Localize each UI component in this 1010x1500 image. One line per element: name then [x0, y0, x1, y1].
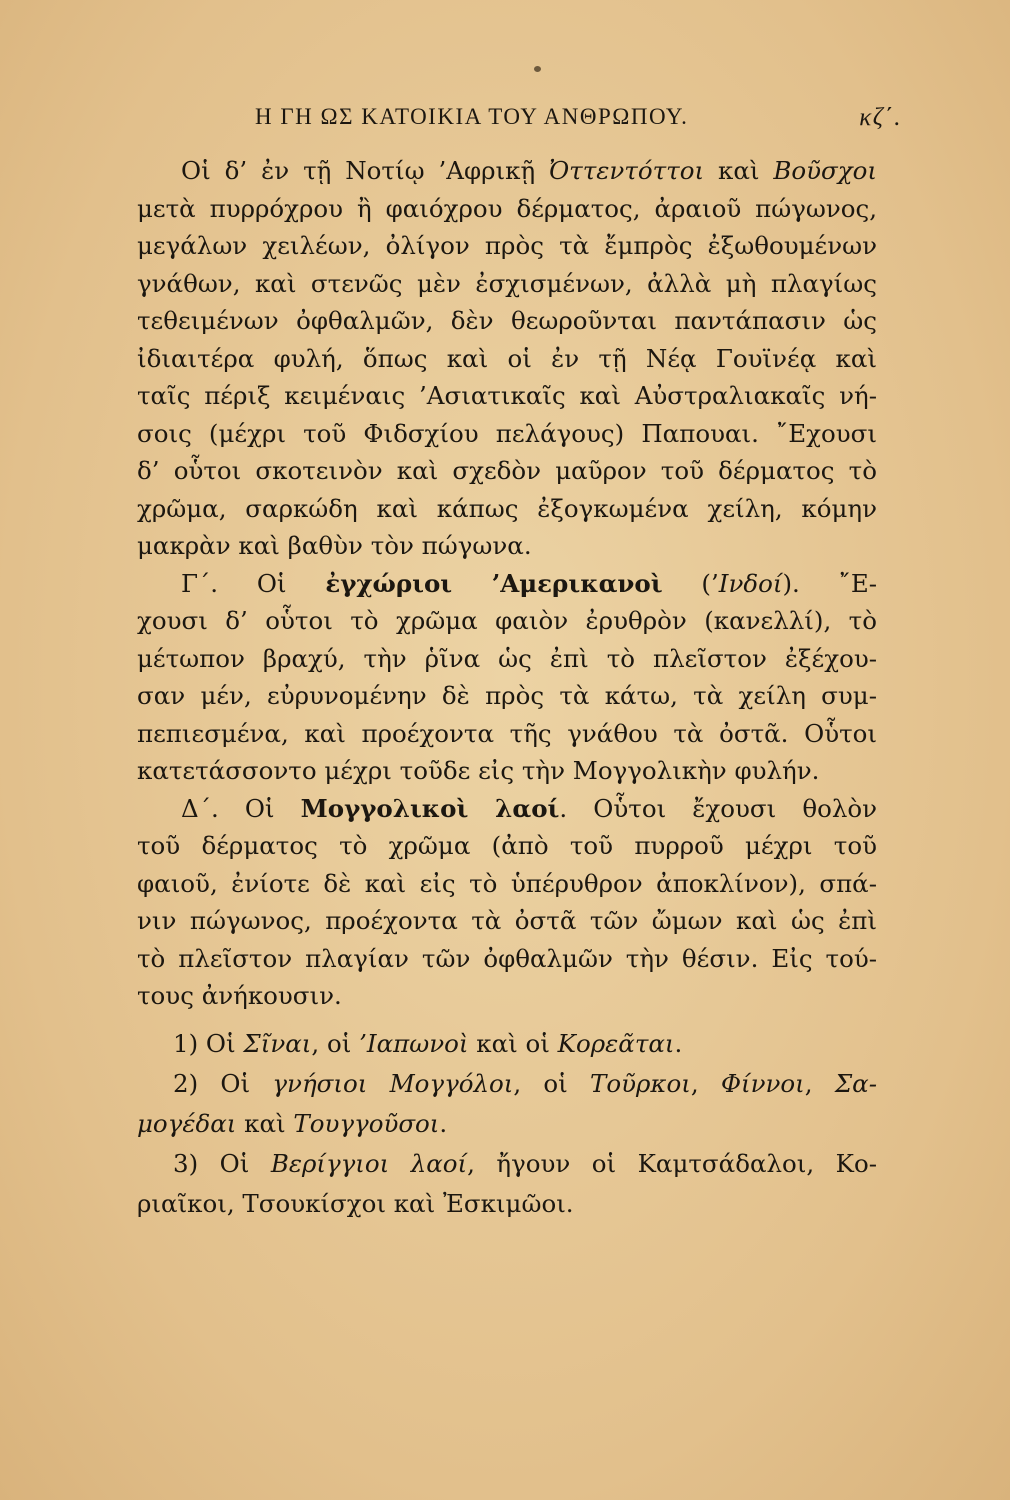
text-line [137, 827, 877, 865]
text-run: χουσι δ’ οὗτοι τὸ χρῶμα φαιὸν ἐρυθρὸν (κανελλί), τὸ [137, 606, 877, 635]
text-line [137, 265, 877, 303]
text-run: (’ [662, 568, 719, 598]
text-run: φαιοῦ, ἐνίοτε δὲ καὶ εἰς τὸ ὑπέρυθρον ἀποκλίνον), σπά- [137, 868, 877, 898]
paragraph-hottentots [137, 152, 877, 565]
text-run: σαν μέν, εὐρυνομένην δὲ πρὸς τὰ κάτω, τὰ χείλη συμ- [137, 681, 877, 710]
text-line [137, 452, 877, 490]
text-run: , οἱ [311, 1028, 360, 1058]
text-line [137, 790, 877, 828]
text-run: Οἱ δ’ ἐν τῇ Νοτίῳ ’Αφρικῇ [181, 156, 550, 185]
text-run: τοῦ δέρματος τὸ χρῶμα (ἀπὸ τοῦ πυρροῦ μέχρι τοῦ [137, 831, 877, 860]
text-run: τους ἀνήκουσιν. [137, 981, 342, 1010]
text-run: δ’ οὗτοι σκοτεινὸν καὶ σχεδὸν μαῦρον τοῦ δέρματος τὸ [137, 456, 877, 485]
text-line [137, 640, 877, 678]
text-run: τεθειμένων ὀφθαλμῶν, δὲν θεωροῦνται παντάπασιν ὡς [137, 306, 877, 335]
text-line [137, 302, 877, 340]
paragraph-american-natives [137, 565, 877, 790]
text-run: γνάθων, καὶ στενῶς μὲν ἐσχισμένων, ἀλλὰ μὴ πλαγίως [137, 268, 877, 298]
text-line [137, 1145, 877, 1185]
text-run: Σῖναι [243, 1028, 312, 1058]
text-run: Γ΄. Οἱ [181, 568, 326, 598]
text-line [137, 940, 877, 978]
text-line [137, 227, 877, 265]
text-line [137, 527, 877, 565]
text-line [137, 490, 877, 528]
text-run: ταῖς πέριξ κειμέναις ’Ασιατικαῖς καὶ Αὐστραλιακαῖς νή- [137, 381, 877, 410]
mongolic-peoples-list [137, 1025, 877, 1225]
text-run: ἐγχώριοι ’Αμερικανοὶ [325, 568, 663, 598]
text-run: 2) Οἱ [173, 1068, 273, 1098]
text-run: κατετάσσοντο μέχρι τοῦδε εἰς τὴν Μογγολικὴν φυλήν. [137, 756, 820, 785]
text-run: ’Ιαπωνοὶ [359, 1028, 469, 1058]
text-run: 1) Οἱ [173, 1028, 244, 1058]
text-run: καὶ [236, 1108, 294, 1138]
text-line [137, 377, 877, 415]
text-line [137, 1185, 877, 1225]
text-run: . Οὗτοι ἔχουσι θολὸν [559, 793, 877, 823]
text-line [137, 152, 877, 190]
running-title: Η ΓΗ ΩΣ ΚΑΤΟΙΚΙΑ ΤΟΥ ΑΝΘΡΩΠΟΥ. [255, 104, 689, 129]
text-run: . [439, 1108, 448, 1138]
text-line [137, 340, 877, 378]
text-run: 3) Οἱ [173, 1148, 271, 1178]
text-run: Τουγγοῦσοι [293, 1108, 440, 1138]
text-line [137, 565, 877, 603]
text-run: μέτωπον βραχύ, τὴν ῥῖνα ὡς ἐπὶ τὸ πλεῖστον ἐξέχου- [137, 643, 877, 673]
text-run: . [674, 1028, 683, 1058]
text-run: ἰδιαιτέρα φυλή, ὅπως καὶ οἱ ἐν τῇ Νέᾳ Γουϊνέᾳ καὶ [137, 343, 877, 373]
text-run: μεγάλων χειλέων, ὀλίγον πρὸς τὰ ἔμπρὸς ἐξωθουμένων [137, 231, 877, 260]
text-run: Ινδοί [718, 568, 783, 598]
text-line [137, 977, 877, 1015]
text-run: ). ῎Ε- [782, 568, 877, 598]
text-run: μακρὰν καὶ βαθὺν τὸν πώγωνα. [137, 531, 532, 560]
text-line [137, 752, 877, 790]
text-line [137, 1065, 877, 1105]
text-run: καὶ οἱ [468, 1028, 558, 1058]
text-run: Κορεᾶται [557, 1028, 675, 1058]
body-text [137, 152, 877, 1225]
text-run: Μογγολικοὶ λαοί [300, 793, 560, 823]
text-line [137, 715, 877, 753]
text-line [137, 602, 877, 640]
text-run: Δ΄. Οἱ [181, 793, 301, 823]
text-run: ριαῖκοι, Τσουκίσχοι καὶ Ἐσκιμῶοι. [137, 1188, 574, 1218]
text-run: σοις (μέχρι τοῦ Φιδσχίου πελάγους) Παπουαι. ῎Εχουσι [137, 418, 877, 448]
text-run: Βοῦσχοι [773, 156, 877, 185]
text-line [137, 677, 877, 715]
text-run: , ἤγουν οἱ Καμτσάδαλοι, Κο- [467, 1148, 877, 1178]
text-run: , [690, 1068, 721, 1098]
paragraph-mongolic-peoples [137, 790, 877, 1015]
text-line [137, 190, 877, 228]
text-run: , [804, 1068, 835, 1098]
text-line [137, 865, 877, 903]
text-run: χρῶμα, σαρκώδη καὶ κάπως ἐξογκωμένα χείλη, κόμην [137, 493, 877, 523]
text-run: μογέδαι [137, 1108, 237, 1138]
text-run: Σα- [834, 1068, 877, 1098]
ink-spot [534, 66, 541, 72]
text-line [137, 1025, 877, 1065]
text-line [137, 1105, 877, 1145]
text-run: τὸ πλεῖστον πλαγίαν τῶν ὀφθαλμῶν τὴν θέσιν. Εἰς τού- [137, 943, 877, 973]
text-run: Φίννοι [720, 1068, 805, 1098]
text-run: Τοῦρκοι [590, 1068, 691, 1098]
text-run: νιν πώγωνος, προέχοντα τὰ ὀστᾶ τῶν ὤμων καὶ ὡς ἐπὶ [137, 906, 877, 935]
text-run: πεπιεσμένα, καὶ προέχοντα τῆς γνάθου τὰ ὀστᾶ. Οὗτοι [137, 718, 877, 748]
text-run: , οἱ [513, 1068, 591, 1098]
text-line [137, 902, 877, 940]
text-run: γνήσιοι Μογγόλοι [272, 1068, 514, 1098]
text-run: Βερίγγιοι λαοί [270, 1148, 468, 1178]
text-run: Ὀττεντόττοι [549, 156, 705, 185]
text-run: μετὰ πυρρόχρου ἢ φαιόχρου δέρματος, ἀραιοῦ πώγωνος, [137, 193, 877, 223]
page-number: κζ΄. [859, 104, 902, 131]
text-line [137, 415, 877, 453]
text-run: καὶ [704, 156, 774, 185]
